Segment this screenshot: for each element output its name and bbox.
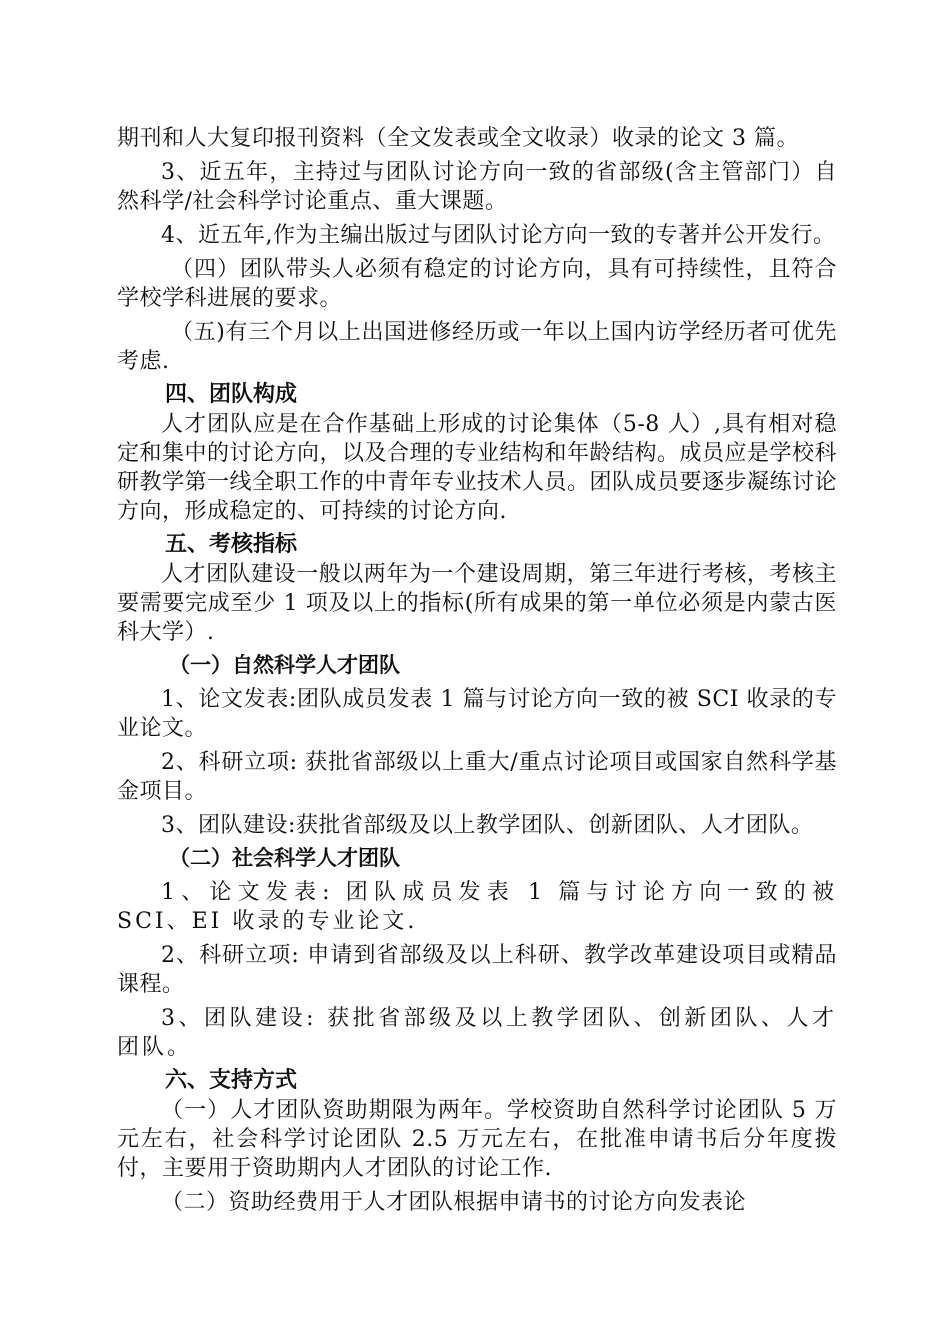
paragraph-ns-team: 3、团队建设:获批省部级及以上教学团队、创新团队、人才团队。 [161,813,814,838]
paragraph-monograph: 4、近五年,作为主编出版过与团队讨论方向一致的专著并公开发行。 [161,223,836,248]
section-heading-team-composition: 四、团队构成 [165,382,298,407]
paragraph-ss-papers: 1、论文发表: 团队成员发表 1 篇与讨论方向一致的被 SCI、EI 收录的专业论文. [117,880,837,934]
paragraph-overseas-experience: （五)有三个月以上出国进修经历或一年以上国内访学经历者可优先考虑. [117,320,837,374]
paragraph-ss-team: 3、团队建设: 获批省部级及以上教学团队、创新团队、人才团队。 [117,1006,837,1060]
paragraph-ns-papers: 1、论文发表:团队成员发表 1 篇与讨论方向一致的被 SCI 收录的专业论文。 [117,687,837,741]
section-heading-support: 六、支持方式 [165,1068,298,1093]
paragraph-team-composition: 人才团队应是在合作基础上形成的讨论集体（5-8 人）,具有相对稳定和集中的讨论方向，以及合理的专业结构和年龄结构。成员应是学校科研教学第一线全职工作的中青年专业技术人员。团队成员要逐步凝练讨论方向，形成稳定的、可持续的讨论方向. [117,412,838,524]
subheading-natural-science: （一）自然科学人才团队 [169,653,400,677]
paragraph-funding-use: （二）资助经费用于人才团队根据申请书的讨论方向发表论 [161,1190,747,1215]
paragraph-ss-projects: 2、科研立项: 申请到省部级及以上科研、教学改革建设项目或精品课程。 [117,943,837,997]
document-body [117,124,837,1217]
paragraph-leader-direction: （四）团队带头人必须有稳定的讨论方向，具有可持续性，且符合学校学科进展的要求。 [117,257,837,311]
paragraph-assessment: 人才团队建设一般以两年为一个建设周期，第三年进行考核，考核主要需要完成至少 1 项及以上的指标(所有成果的第一单位必须是内蒙古医科大学）. [117,562,837,645]
paragraph-funding-period: （一）人才团队资助期限为两年。学校资助自然科学讨论团队 5 万元左右，社会科学讨论团队 2.5 万元左右，在批准申请书后分年度拨付，主要用于资助期内人才团队的讨论工作. [117,1098,837,1181]
paragraph-ns-projects: 2、科研立项: 获批省部级以上重大/重点讨论项目或国家自然科学基金项目。 [117,750,837,804]
paragraph-papers-count: 期刊和人大复印报刊资料（全文发表或全文收录）收录的论文 3 篇。 [117,126,799,151]
section-heading-assessment: 五、考核指标 [165,532,298,557]
subheading-social-science: （二）社会科学人才团队 [169,846,400,870]
paragraph-provincial-projects: 3、近五年，主持过与团队讨论方向一致的省部级(含主管部门）自然科学/社会科学讨论重点、重大课题。 [117,160,837,214]
